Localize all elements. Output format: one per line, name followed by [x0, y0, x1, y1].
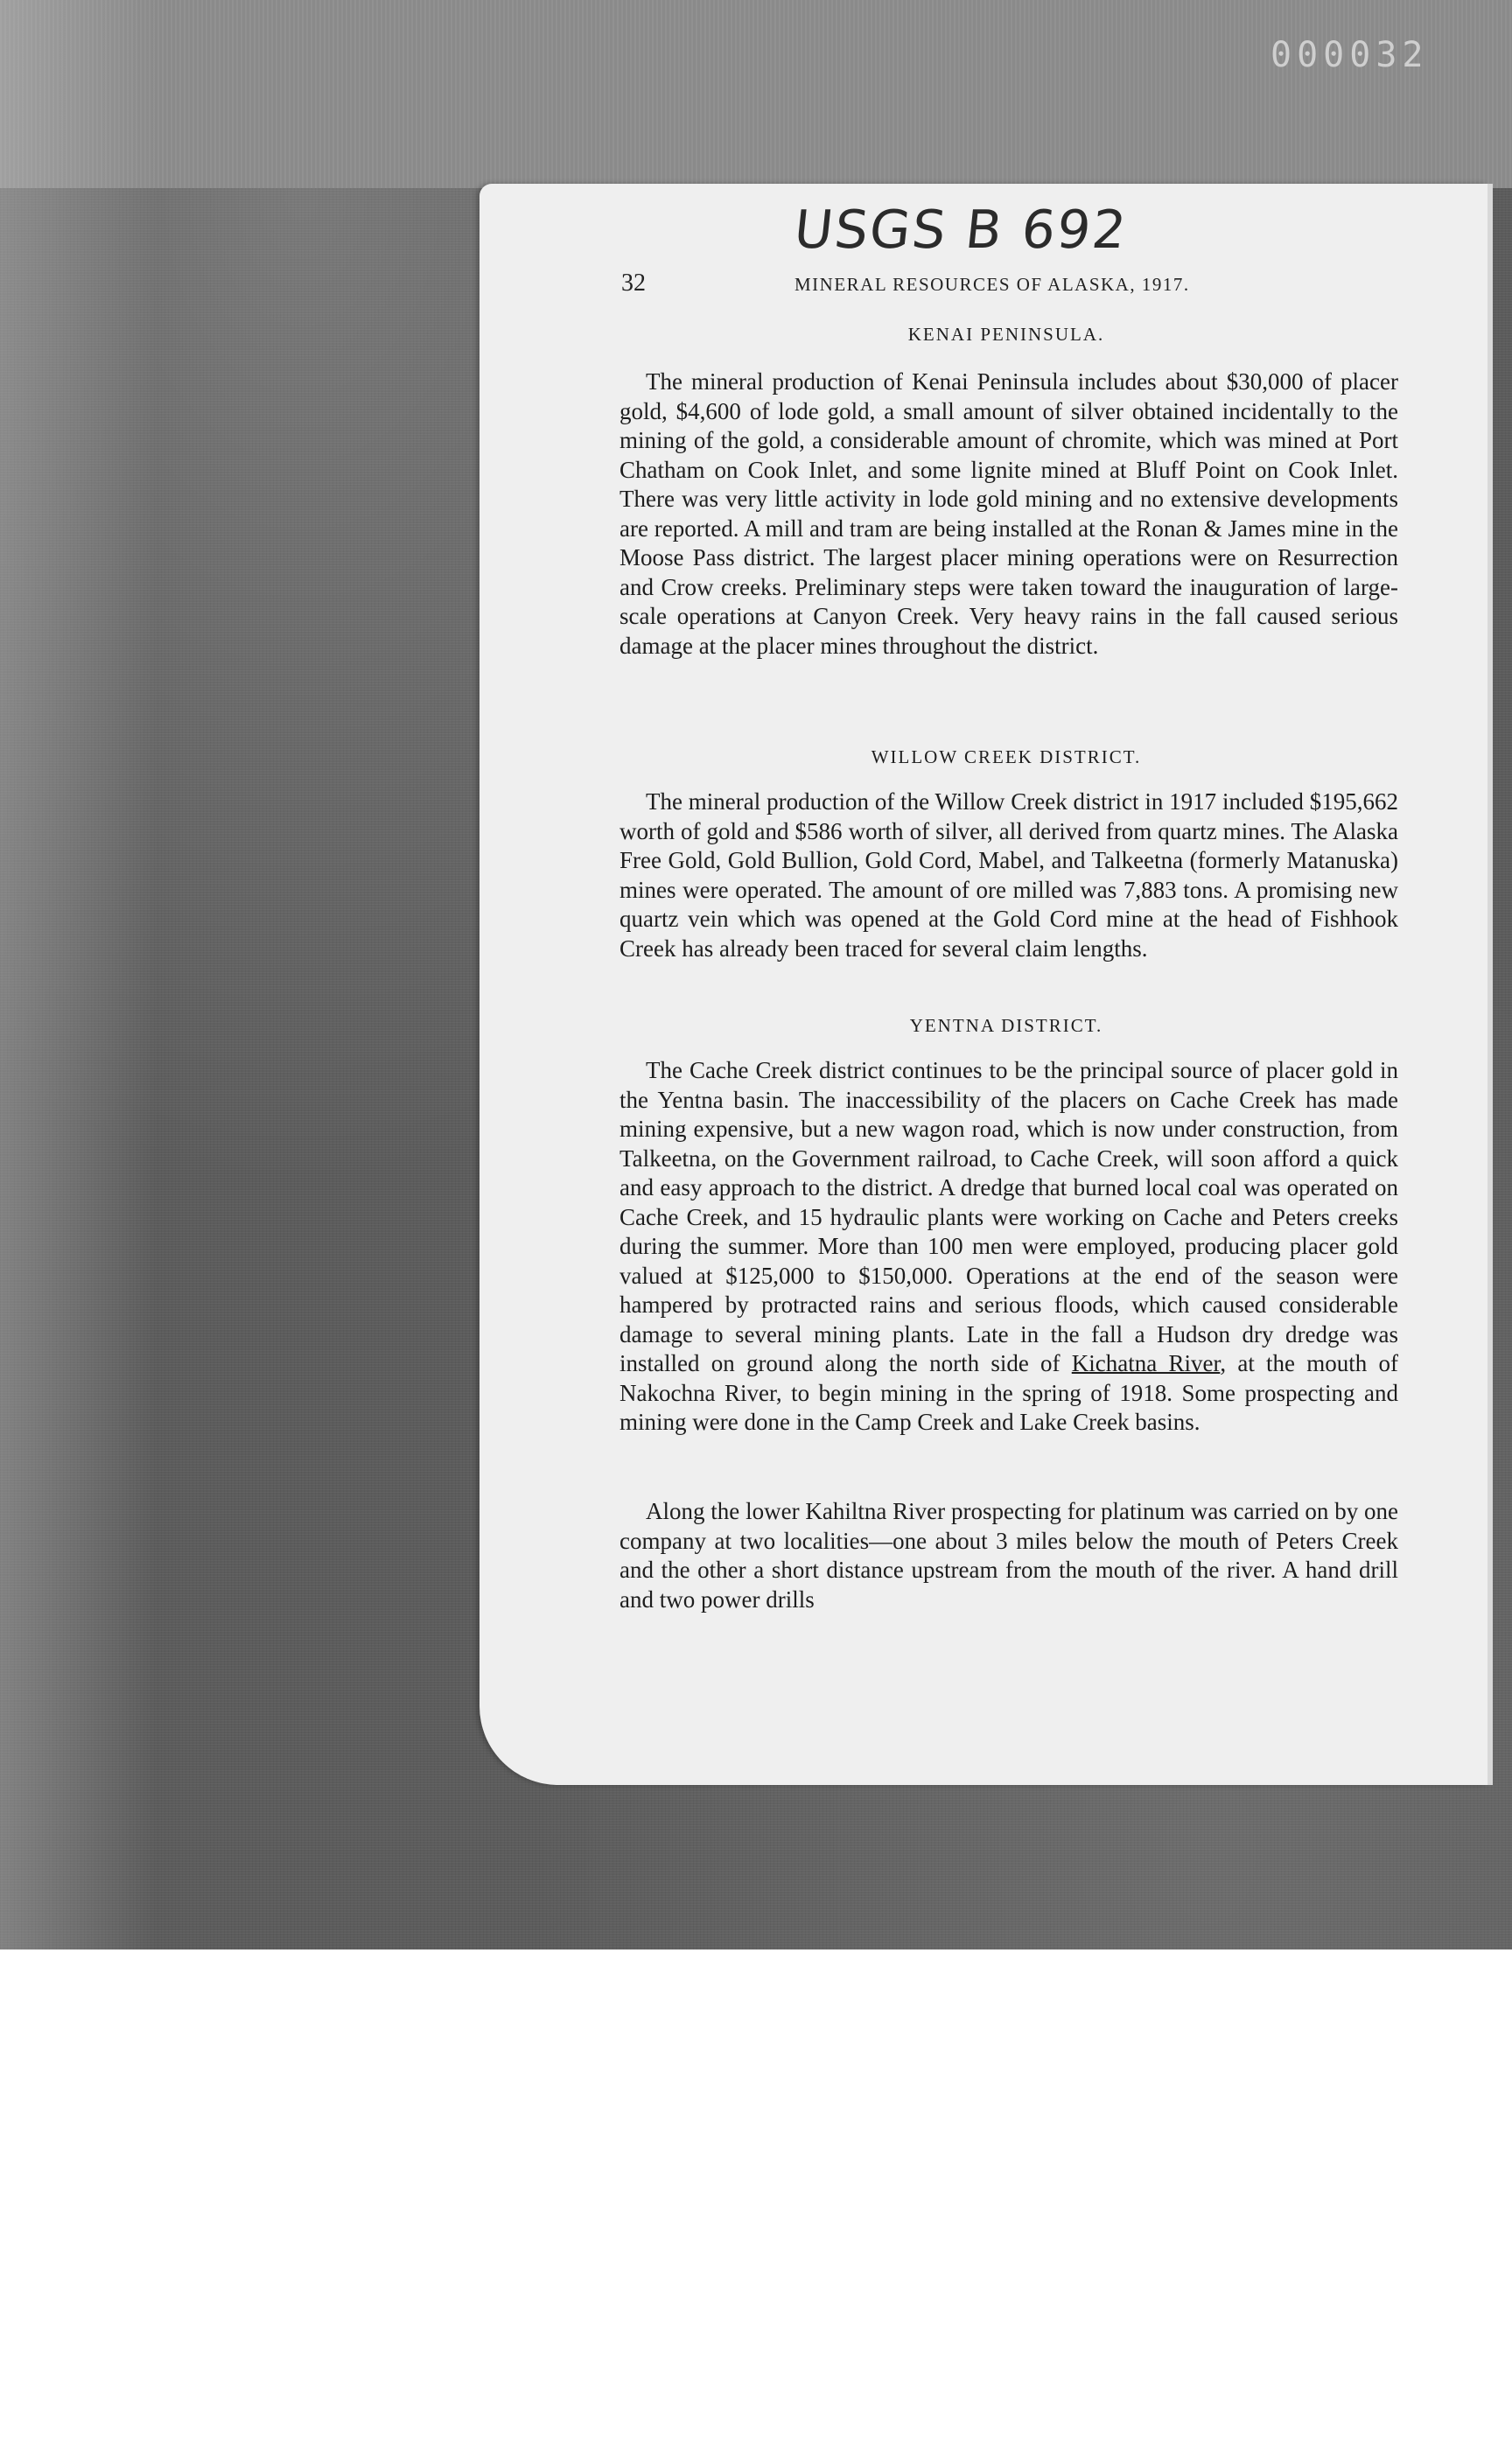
- paragraph-willow-creek: The mineral production of the Willow Creek district in 1917 included $195,662 worth of gold and $586 worth of silver, all derived from quartz mines. The Alaska Free Gold, Gold Bullion, Gold Cord, Mabel, and Talkeetna (formerly Matanuska) mines were operated. The amount of ore milled was 7,883 tons. A promising new quartz vein which was opened at the Gold Cord mine at the head of Fishhook Creek has already been traced for several claim lengths.: [620, 788, 1398, 962]
- page-number: 32: [621, 270, 646, 297]
- paragraph-yentna-2: Along the lower Kahiltna River prospecting for platinum was carried on by one company at two localities—one about 3 miles below the mouth of Peters Creek and the other a short distance upstream from the mouth of the river. A hand drill and two power drills: [620, 1498, 1398, 1613]
- page-edge: [1488, 184, 1493, 1785]
- running-head: MINERAL RESOURCES OF ALASKA, 1917.: [794, 274, 1190, 295]
- paragraph-yentna-1-tail: , at the mouth of Nakochna River, to begin mining in the spring of 1918. Some prospecting and mining were done in the Camp Creek and Lake Creek basins.: [620, 1350, 1398, 1435]
- paragraph-yentna-1: [620, 1056, 1398, 1438]
- paragraph-kenai: The mineral production of Kenai Peninsula includes about $30,000 of placer gold, $4,600 of lode gold, a small amount of silver obtained incidentally to the mining of the gold, a considerable amount of chromite, which was mined at Port Chatham on Cook Inlet, and some lignite mined at Bluff Point on Cook Inlet. There was very little activity in lode gold mining and no extensive developments are reported. A mill and tram are being installed at the Ronan & James mine in the Moose Pass district. The largest placer mining operations were on Resurrection and Crow creeks. Preliminary steps were taken toward the inauguration of large-scale operations at Canyon Creek. Very heavy rains in the fall caused serious damage at the placer mines throughout the district.: [620, 368, 1398, 659]
- scan-top-strip: [0, 0, 1512, 188]
- section-heading-kenai: KENAI PENINSULA.: [907, 324, 1105, 345]
- section-heading-willow-creek: WILLOW CREEK DISTRICT.: [871, 746, 1142, 767]
- scan-stamp-number: 000032: [1270, 35, 1429, 75]
- handwritten-annotation: USGS B 692: [791, 200, 1131, 261]
- paragraph-yentna-1-text: The Cache Creek district continues to be the principal source of placer gold in the Yentna basin. The inaccessibility of the placers on Cache Creek has made mining expensive, but a new wagon road, which is now under construction, from Talkeetna, on the Government railroad, to Cache Creek, will soon afford a quick and easy approach to the district. A dredge that burned local coal was operated on Cache Creek, and 15 hydraulic plants were working on Cache and Peters creeks during the summer. More than 100 men were employed, producing placer gold valued at $125,000 to $150,000. Operations at the end of the season were hampered by protracted rains and serious floods, which caused considerable damage to several mining plants. Late in the fall a Hudson dry dredge was installed on ground along the north side of: [620, 1057, 1398, 1376]
- scan-left-lightening: [0, 0, 158, 1950]
- section-heading-yentna: YENTNA DISTRICT.: [909, 1015, 1103, 1036]
- underlined-place-name: Kichatna River: [1071, 1350, 1221, 1376]
